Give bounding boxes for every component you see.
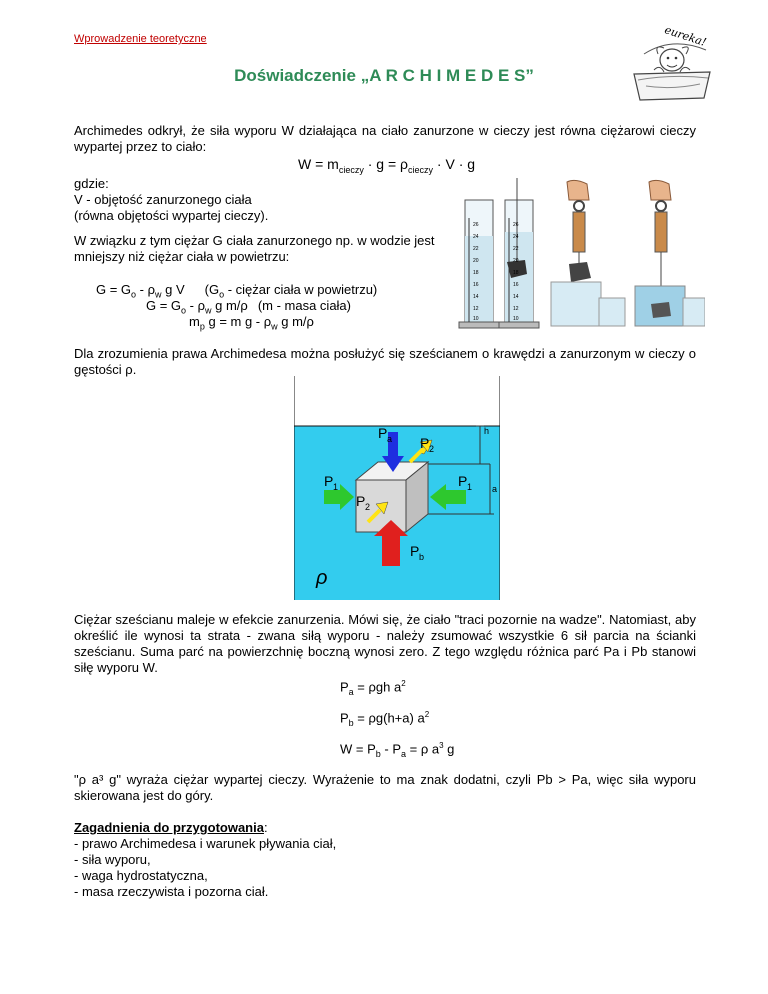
svg-text:10: 10	[473, 316, 479, 322]
topic-item: - waga hydrostatyczna,	[74, 868, 208, 883]
label-pb-sub: b	[419, 552, 425, 562]
svg-text:10: 10	[513, 316, 519, 322]
label-pa-sub: a	[387, 434, 393, 444]
logo-text: eureka!	[662, 23, 708, 49]
main-formula: $W = m_{cieczy} \cdot g = \rho_{cieczy} \cdot V \cdot g$	[298, 156, 476, 175]
topic-item: - siła wyporu,	[74, 852, 151, 867]
equation-1: $G = G_o - \rho_w$ g V ($G_o$ - ciężar ciała w powietrzu)	[96, 282, 378, 300]
label-p1-right-sub: 1	[467, 482, 473, 492]
cube-intro-paragraph: Dla zrozumienia prawa Archimedesa można posłużyć się sześcianem o krawędzi a zanurzonym w cieczy o gęstości ρ.	[74, 346, 696, 377]
svg-text:18: 18	[513, 270, 519, 276]
svg-text:22: 22	[513, 246, 519, 252]
label-h: h	[484, 426, 490, 436]
svg-text:20: 20	[473, 258, 479, 264]
label-p2-top: P	[420, 435, 430, 451]
label-p1-left: P	[324, 473, 334, 489]
eureka-logo	[624, 14, 720, 106]
label-p1-right: P	[458, 473, 468, 489]
svg-text:18: 18	[473, 270, 479, 276]
label-p2-top-sub: 2	[429, 444, 435, 454]
label-pb: P	[410, 543, 420, 559]
topic-item: - masa rzeczywista i pozorna ciał.	[74, 884, 269, 899]
label-p2-front: P	[356, 493, 366, 509]
topic-item: - prawo Archimedesa i warunek pływania ciał,	[74, 836, 337, 851]
formula-pa: $P_a = \rho gh$ $a^2$	[340, 679, 406, 697]
svg-text:22: 22	[473, 246, 479, 252]
buoyancy-paragraph: Ciężar sześcianu maleje w efekcie zanurzenia. Mówi się, że ciało "traci pozornie na wadze". Natomiast, aby określić ile wynosi ta strata - zwana siłą wyporu - należy zsumować wszystkie 6 sił parcia na ścianki sześcianu. Suma parć na powierzchnię boczną wynosi zero. Z tego względu różnica parć Pa i Pb stanowi siłę wyporu W.	[74, 612, 696, 675]
svg-text:16: 16	[513, 282, 519, 288]
cube-diagram	[294, 376, 500, 600]
topics-title: Zagadnienia do przygotowania	[74, 820, 264, 835]
label-p1-left-sub: 1	[333, 482, 339, 492]
equation-3: $m_p$ g = m g - $\rho_w$ g m/ρ	[189, 314, 314, 332]
svg-text:26: 26	[513, 222, 519, 228]
svg-text:14: 14	[473, 294, 479, 300]
label-a: a	[492, 484, 498, 494]
svg-text:12: 12	[513, 306, 519, 312]
intro-paragraph: Archimedes odkrył, że siła wyporu W działająca na ciało zanurzone w cieczy jest równa ciężarowi cieczy wypartej przez to ciało:	[74, 123, 696, 154]
svg-text:26: 26	[473, 222, 479, 228]
label-p2-front-sub: 2	[365, 502, 371, 512]
equation-2: $G = G_o - \rho_w$ g m/ρ (m - masa ciała)	[146, 298, 351, 316]
formula-w: $W = P_b - P_a = \rho$ $a^3$ g	[340, 741, 455, 759]
formula-pb: $P_b = \rho g(h+a)$ $a^2$	[340, 710, 430, 728]
topics-block: Zagadnienia do przygotowania: - prawo Archimedesa i warunek pływania ciał, - siła wyporu, - waga hydrostatyczna, - masa rzeczywista i pozorna ciał.	[74, 820, 337, 899]
where-block: gdzie: V - objętość zanurzonego ciała (równa objętości wypartej cieczy).	[74, 176, 269, 223]
svg-text:24: 24	[513, 234, 519, 240]
svg-text:24: 24	[473, 234, 479, 240]
svg-text:20: 20	[513, 258, 519, 264]
label-rho: ρ	[316, 567, 328, 589]
conclusion-paragraph: "ρ a³ g" wyraża ciężar wypartej cieczy. Wyrażenie to ma znak dodatni, czyli Pb > Pa, więc siła wyporu skierowana jest do góry.	[74, 772, 696, 803]
svg-text:12: 12	[473, 306, 479, 312]
svg-text:14: 14	[513, 294, 519, 300]
page-title: Doświadczenie „A R C H I M E D E S”	[234, 66, 534, 85]
weight-intro: W związku z tym ciężar G ciała zanurzonego np. w wodzie jest mniejszy niż ciężar ciała w powietrzu:	[74, 233, 435, 264]
experiment-illustration	[455, 178, 705, 330]
label-pa: P	[378, 425, 388, 441]
svg-text:16: 16	[473, 282, 479, 288]
header-link[interactable]: Wprowadzenie teoretyczne	[74, 33, 207, 45]
